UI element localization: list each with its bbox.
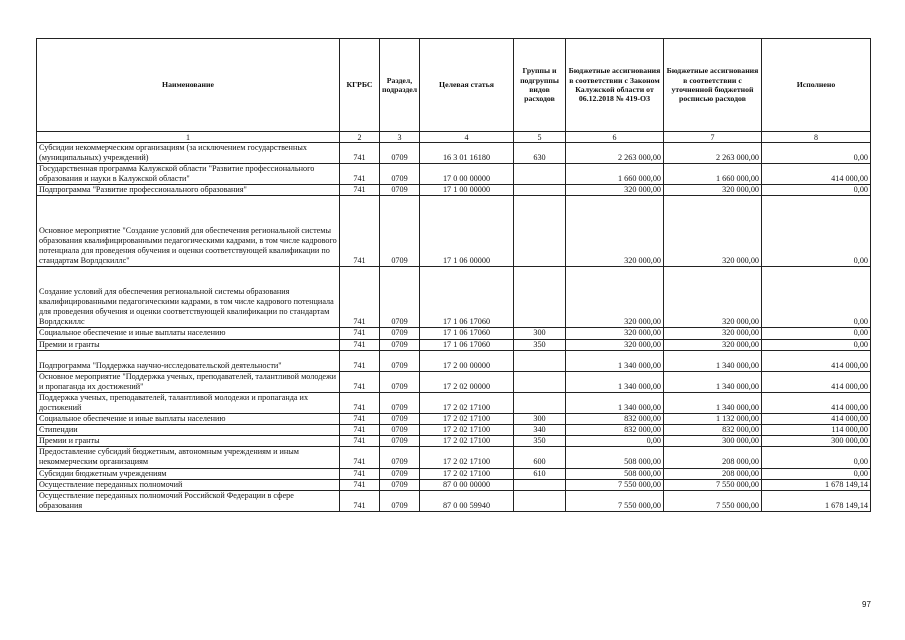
- table-cell-target: 17 1 06 17060: [420, 267, 514, 328]
- table-row: [37, 414, 871, 425]
- table-cell-refined-allocation: 208 000,00: [664, 447, 762, 468]
- header-refined-allocation: Бюджетные ассигнования в соответствии с уточненной бюджетной росписью расходов: [664, 39, 762, 132]
- table-cell-section: 0709: [380, 185, 420, 196]
- table-cell-name: Премии и гранты: [37, 339, 340, 350]
- header-name: Наименование: [37, 39, 340, 132]
- table-cell-section: 0709: [380, 164, 420, 185]
- table-cell-group: 610: [514, 468, 566, 479]
- table-cell-law-allocation: 1 340 000,00: [566, 350, 664, 371]
- table-cell-group: [514, 196, 566, 267]
- budget-table: [36, 38, 871, 512]
- table-cell-section: 0709: [380, 371, 420, 392]
- column-number: 3: [380, 132, 420, 143]
- table-cell-executed: 414 000,00: [762, 392, 871, 413]
- table-cell-group: [514, 164, 566, 185]
- table-cell-section: 0709: [380, 339, 420, 350]
- table-row: [37, 185, 871, 196]
- column-numbers-row: [37, 132, 871, 143]
- table-cell-kgrbs: 741: [340, 479, 380, 490]
- table-cell-section: 0709: [380, 425, 420, 436]
- table-cell-refined-allocation: 320 000,00: [664, 196, 762, 267]
- table-cell-name: Субсидии бюджетным учреждениям: [37, 468, 340, 479]
- table-cell-kgrbs: 741: [340, 490, 380, 511]
- page-number: 97: [862, 600, 871, 609]
- header-target: Целевая статья: [420, 39, 514, 132]
- table-row: [37, 143, 871, 164]
- table-cell-target: 17 2 02 17100: [420, 414, 514, 425]
- column-number: 4: [420, 132, 514, 143]
- table-cell-refined-allocation: 832 000,00: [664, 425, 762, 436]
- column-number: 8: [762, 132, 871, 143]
- table-cell-section: 0709: [380, 267, 420, 328]
- table-cell-name: Субсидии некоммерческим организациям (за исключением государственных (муниципальных) учреждений): [37, 143, 340, 164]
- table-cell-section: 0709: [380, 447, 420, 468]
- table-cell-group: 300: [514, 414, 566, 425]
- table-cell-section: 0709: [380, 196, 420, 267]
- table-cell-law-allocation: 508 000,00: [566, 468, 664, 479]
- table-row: [37, 196, 871, 267]
- header-groups: Группы и подгруппы видов расходов: [514, 39, 566, 132]
- table-cell-refined-allocation: 1 660 000,00: [664, 164, 762, 185]
- table-cell-kgrbs: 741: [340, 350, 380, 371]
- table-cell-name: Подпрограмма "Поддержка научно-исследовательской деятельности": [37, 350, 340, 371]
- column-number: 7: [664, 132, 762, 143]
- table-cell-kgrbs: 741: [340, 414, 380, 425]
- header-kgrbs: КГРБС: [340, 39, 380, 132]
- table-cell-name: Премии и гранты: [37, 436, 340, 447]
- table-cell-refined-allocation: 300 000,00: [664, 436, 762, 447]
- table-cell-kgrbs: 741: [340, 339, 380, 350]
- table-cell-group: [514, 267, 566, 328]
- table-cell-kgrbs: 741: [340, 392, 380, 413]
- table-cell-executed: 114 000,00: [762, 425, 871, 436]
- table-cell-group: 300: [514, 328, 566, 339]
- header-section: Раздел, подраздел: [380, 39, 420, 132]
- table-cell-group: [514, 490, 566, 511]
- table-cell-name: Социальное обеспечение и иные выплаты населению: [37, 414, 340, 425]
- table-cell-executed: 0,00: [762, 328, 871, 339]
- table-cell-name: Государственная программа Калужской области "Развитие профессионального образования и науки в Калужской области": [37, 164, 340, 185]
- table-cell-kgrbs: 741: [340, 436, 380, 447]
- table-cell-group: [514, 185, 566, 196]
- column-number: 6: [566, 132, 664, 143]
- table-row: [37, 479, 871, 490]
- table-cell-executed: 0,00: [762, 339, 871, 350]
- table-cell-section: 0709: [380, 392, 420, 413]
- table-cell-name: Подпрограмма "Развитие профессионального образования": [37, 185, 340, 196]
- table-cell-section: 0709: [380, 328, 420, 339]
- table-row: [37, 371, 871, 392]
- table-cell-executed: 0,00: [762, 196, 871, 267]
- table-cell-executed: 0,00: [762, 447, 871, 468]
- table-cell-kgrbs: 741: [340, 267, 380, 328]
- table-cell-executed: 0,00: [762, 185, 871, 196]
- column-number: 1: [37, 132, 340, 143]
- table-cell-group: [514, 479, 566, 490]
- table-cell-target: 17 1 00 00000: [420, 185, 514, 196]
- table-cell-target: 17 2 00 00000: [420, 350, 514, 371]
- table-row: [37, 447, 871, 468]
- table-cell-group: [514, 350, 566, 371]
- table-cell-law-allocation: 1 340 000,00: [566, 371, 664, 392]
- table-cell-refined-allocation: 320 000,00: [664, 267, 762, 328]
- table-cell-executed: 0,00: [762, 267, 871, 328]
- table-cell-section: 0709: [380, 350, 420, 371]
- table-body: [37, 143, 871, 512]
- table-cell-name: Стипендии: [37, 425, 340, 436]
- table-cell-executed: 414 000,00: [762, 371, 871, 392]
- table-cell-group: 600: [514, 447, 566, 468]
- table-cell-law-allocation: 7 550 000,00: [566, 479, 664, 490]
- table-cell-refined-allocation: 208 000,00: [664, 468, 762, 479]
- table-cell-section: 0709: [380, 468, 420, 479]
- table-cell-name: Основное мероприятие "Поддержка ученых, преподавателей, талантливой молодежи и пропаганда их достижений": [37, 371, 340, 392]
- table-cell-target: 17 1 06 00000: [420, 196, 514, 267]
- table-cell-kgrbs: 741: [340, 143, 380, 164]
- table-cell-law-allocation: 832 000,00: [566, 425, 664, 436]
- table-cell-executed: 414 000,00: [762, 414, 871, 425]
- table-cell-law-allocation: 320 000,00: [566, 328, 664, 339]
- table-cell-kgrbs: 741: [340, 425, 380, 436]
- table-cell-executed: 414 000,00: [762, 350, 871, 371]
- table-cell-target: 87 0 00 00000: [420, 479, 514, 490]
- table-row: [37, 436, 871, 447]
- table-cell-executed: 1 678 149,14: [762, 479, 871, 490]
- table-cell-target: 17 2 02 17100: [420, 436, 514, 447]
- table-row: [37, 392, 871, 413]
- table-cell-executed: 1 678 149,14: [762, 490, 871, 511]
- table-cell-law-allocation: 320 000,00: [566, 185, 664, 196]
- table-cell-section: 0709: [380, 479, 420, 490]
- table-cell-group: [514, 392, 566, 413]
- table-cell-refined-allocation: 320 000,00: [664, 185, 762, 196]
- table-cell-refined-allocation: 1 340 000,00: [664, 350, 762, 371]
- header-executed: Исполнено: [762, 39, 871, 132]
- table-cell-group: 350: [514, 436, 566, 447]
- table-cell-target: 17 0 00 00000: [420, 164, 514, 185]
- table-row: [37, 267, 871, 328]
- table-cell-target: 17 1 06 17060: [420, 328, 514, 339]
- table-cell-refined-allocation: 1 132 000,00: [664, 414, 762, 425]
- table-cell-group: [514, 371, 566, 392]
- table-cell-law-allocation: 2 263 000,00: [566, 143, 664, 164]
- table-cell-law-allocation: 320 000,00: [566, 339, 664, 350]
- table-cell-law-allocation: 0,00: [566, 436, 664, 447]
- table-cell-kgrbs: 741: [340, 371, 380, 392]
- table-cell-refined-allocation: 2 263 000,00: [664, 143, 762, 164]
- table-row: [37, 490, 871, 511]
- table-cell-law-allocation: 508 000,00: [566, 447, 664, 468]
- table-cell-group: 340: [514, 425, 566, 436]
- table-cell-refined-allocation: 7 550 000,00: [664, 479, 762, 490]
- table-cell-law-allocation: 832 000,00: [566, 414, 664, 425]
- table-cell-kgrbs: 741: [340, 196, 380, 267]
- table-cell-refined-allocation: 1 340 000,00: [664, 392, 762, 413]
- column-number: 2: [340, 132, 380, 143]
- table-cell-law-allocation: 320 000,00: [566, 196, 664, 267]
- table-cell-kgrbs: 741: [340, 447, 380, 468]
- table-cell-target: 17 2 02 17100: [420, 447, 514, 468]
- table-cell-law-allocation: 320 000,00: [566, 267, 664, 328]
- table-cell-target: 17 2 02 17100: [420, 468, 514, 479]
- table-cell-section: 0709: [380, 436, 420, 447]
- table-cell-target: 17 2 02 17100: [420, 425, 514, 436]
- table-cell-target: 17 1 06 17060: [420, 339, 514, 350]
- table-cell-executed: 0,00: [762, 468, 871, 479]
- header-law-allocation: Бюджетные ассигнования в соответствии с Законом Калужской области от 06.12.2018 № 419-ОЗ: [566, 39, 664, 132]
- table-cell-executed: 414 000,00: [762, 164, 871, 185]
- table-cell-name: Создание условий для обеспечения региональной системы образования квалифицированными педагогическими кадрами, в том числе кадрового потенциала для проведения обучения и оценки соответствующей квалификации по стандартам Ворлдскиллс: [37, 267, 340, 328]
- table-cell-refined-allocation: 7 550 000,00: [664, 490, 762, 511]
- table-row: [37, 164, 871, 185]
- table-cell-target: 17 2 02 17100: [420, 392, 514, 413]
- table-cell-kgrbs: 741: [340, 328, 380, 339]
- table-cell-target: 16 3 01 16180: [420, 143, 514, 164]
- table-row: [37, 425, 871, 436]
- table-cell-section: 0709: [380, 143, 420, 164]
- table-cell-name: Осуществление переданных полномочий: [37, 479, 340, 490]
- table-cell-kgrbs: 741: [340, 185, 380, 196]
- table-cell-group: 350: [514, 339, 566, 350]
- table-cell-target: 17 2 02 00000: [420, 371, 514, 392]
- table-row: [37, 350, 871, 371]
- table-cell-law-allocation: 1 340 000,00: [566, 392, 664, 413]
- table-cell-law-allocation: 1 660 000,00: [566, 164, 664, 185]
- table-cell-name: Социальное обеспечение и иные выплаты населению: [37, 328, 340, 339]
- table-cell-name: Осуществление переданных полномочий Российской Федерации в сфере образования: [37, 490, 340, 511]
- table-row: [37, 328, 871, 339]
- table-cell-name: Основное мероприятие "Создание условий для обеспечения региональной системы образования квалифицированными педагогическими кадрами, в том числе кадрового потенциала для проведения обучения и оценки соответствующей квалификации по стандартам Ворлдскиллс": [37, 196, 340, 267]
- table-cell-name: Предоставление субсидий бюджетным, автономным учреждениям и иным некоммерческим организациям: [37, 447, 340, 468]
- table-cell-section: 0709: [380, 414, 420, 425]
- table-cell-executed: 0,00: [762, 143, 871, 164]
- column-number: 5: [514, 132, 566, 143]
- table-row: [37, 468, 871, 479]
- table-cell-kgrbs: 741: [340, 164, 380, 185]
- table-cell-refined-allocation: 320 000,00: [664, 339, 762, 350]
- table-cell-section: 0709: [380, 490, 420, 511]
- table-cell-group: 630: [514, 143, 566, 164]
- table-cell-law-allocation: 7 550 000,00: [566, 490, 664, 511]
- table-cell-kgrbs: 741: [340, 468, 380, 479]
- table-cell-executed: 300 000,00: [762, 436, 871, 447]
- table-cell-target: 87 0 00 59940: [420, 490, 514, 511]
- table-row: [37, 339, 871, 350]
- table-cell-name: Поддержка ученых, преподавателей, талантливой молодежи и пропаганда их достижений: [37, 392, 340, 413]
- table-cell-refined-allocation: 320 000,00: [664, 328, 762, 339]
- table-cell-refined-allocation: 1 340 000,00: [664, 371, 762, 392]
- header-row: [37, 39, 871, 132]
